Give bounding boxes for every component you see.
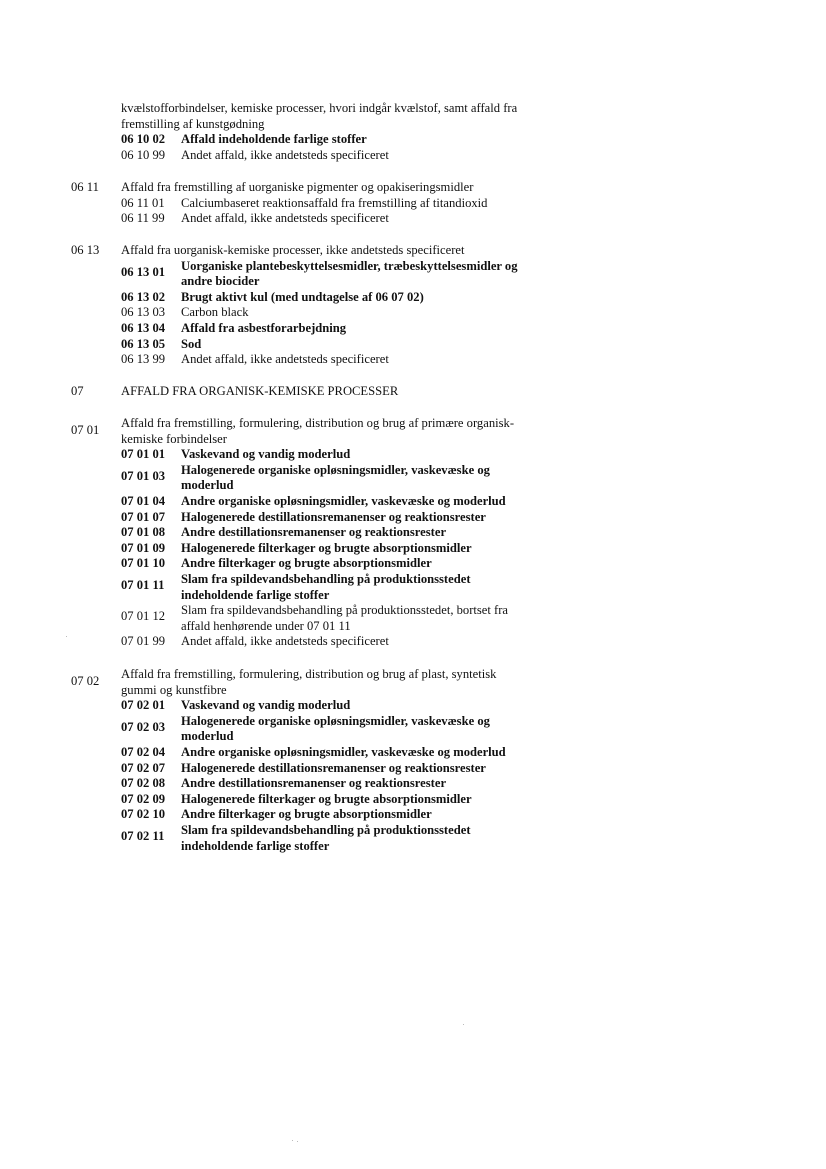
entry-code: 06 13 03	[121, 305, 166, 320]
entry-code: 07 01 08	[121, 525, 166, 540]
section-code: 07 01	[71, 423, 100, 437]
entry-code: 07 01 12	[121, 609, 166, 624]
entry-text-continued: indeholdende farlige stoffer	[181, 587, 330, 602]
entry-06-13-99	[121, 352, 561, 368]
entry-text: Affald fra asbestforarbejdning	[181, 320, 347, 335]
entry-07-01-08	[121, 525, 561, 541]
entry-text: Halogenerede destillationsremanenser og reaktionsrester	[181, 760, 486, 775]
entry-text-continued: moderlud	[181, 478, 234, 493]
entry-06-10-02	[121, 132, 561, 148]
entry-code: 07 02 11	[121, 828, 165, 843]
entry-07-01-04	[121, 494, 561, 510]
entry-code: 06 11 01	[121, 195, 165, 210]
entry-code: 06 13 99	[121, 352, 166, 367]
entry-text: Andre filterkager og brugte absorptionsmidler	[181, 556, 432, 571]
entry-text: Calciumbaseret reaktionsaffald fra fremstilling af titandioxid	[181, 195, 488, 210]
entry-code: 07 02 07	[121, 760, 166, 775]
entry-text: Andet affald, ikke andetsteds specificeret	[181, 634, 389, 649]
entry-07-02-01	[121, 698, 561, 714]
entry-code: 07 02 09	[121, 791, 166, 806]
chapter-code: 07	[71, 384, 84, 398]
entry-code: 07 02 01	[121, 698, 166, 713]
entry-code: 07 01 09	[121, 540, 166, 555]
entry-06-13-05	[121, 337, 561, 353]
entry-code: 07 02 08	[121, 776, 166, 791]
scan-speck	[292, 1140, 293, 1141]
entry-text: Slam fra spildevandsbehandling på produktionsstedet	[181, 822, 471, 837]
entry-code: 06 13 02	[121, 289, 166, 304]
entry-code: 07 02 03	[121, 719, 166, 734]
entry-text: Vaskevand og vandig moderlud	[181, 698, 351, 713]
section-title: Affald fra fremstilling af uorganiske pigmenter og opakiseringsmidler	[121, 180, 474, 194]
entry-07-01-11	[121, 572, 561, 603]
section-code: 06 11	[71, 180, 99, 194]
section-title: Affald fra fremstilling, formulering, distribution og brug af primære organisk- kemiske forbindelser	[121, 416, 515, 446]
entry-text: Halogenerede organiske opløsningsmidler, vaskevæske og	[181, 713, 490, 728]
entry-code: 07 02 04	[121, 744, 166, 759]
entry-code: 07 01 11	[121, 577, 165, 592]
section-title: Affald fra uorganisk-kemiske processer, ikke andetsteds specificeret	[121, 243, 465, 257]
entry-06-13-03	[121, 305, 561, 321]
entry-07-01-12	[121, 603, 561, 634]
section-code: 06 13	[71, 243, 100, 257]
entry-text: Halogenerede filterkager og brugte absorptionsmidler	[181, 540, 472, 555]
entry-text: Uorganiske plantebeskyttelsesmidler, træbeskyttelsesmidler og	[181, 258, 518, 273]
entry-code: 07 01 10	[121, 556, 166, 571]
section-code: 07 02	[71, 674, 100, 688]
entry-code: 06 11 99	[121, 211, 165, 226]
entry-text: Vaskevand og vandig moderlud	[181, 447, 351, 462]
entry-07-02-03	[121, 714, 561, 745]
entry-07-02-08	[121, 776, 561, 792]
entry-06-11-99	[121, 211, 561, 227]
entry-text-continued: moderlud	[181, 729, 234, 744]
entry-text: Carbon black	[181, 305, 249, 320]
scan-speck	[463, 1024, 464, 1025]
entry-07-01-07	[121, 510, 561, 526]
entry-07-02-10	[121, 807, 561, 823]
entry-07-02-04	[121, 745, 561, 761]
entry-06-13-01	[121, 259, 561, 290]
entry-text: Brugt aktivt kul (med undtagelse af 06 07 02)	[181, 289, 424, 304]
entry-text: Andre filterkager og brugte absorptionsmidler	[181, 807, 432, 822]
entry-text: Andet affald, ikke andetsteds specificeret	[181, 352, 389, 367]
entry-text: Halogenerede filterkager og brugte absorptionsmidler	[181, 791, 472, 806]
entry-text: Affald indeholdende farlige stoffer	[181, 132, 367, 147]
entry-07-02-07	[121, 761, 561, 777]
entry-code: 06 13 01	[121, 264, 166, 279]
entry-code: 07 01 04	[121, 493, 166, 508]
entry-text: Slam fra spildevandsbehandling på produktionsstedet	[181, 571, 471, 586]
scan-speck	[66, 636, 67, 637]
entry-text: Andre organiske opløsningsmidler, vaskevæske og moderlud	[181, 493, 506, 508]
entry-code: 06 13 05	[121, 336, 166, 351]
entry-code: 06 10 99	[121, 147, 166, 162]
entry-text-continued: affald henhørende under 07 01 11	[181, 618, 351, 633]
entry-code: 07 02 10	[121, 807, 166, 822]
chapter-title: AFFALD FRA ORGANISK-KEMISKE PROCESSER	[121, 384, 399, 398]
section-title: Affald fra fremstilling, formulering, distribution og brug af plast, syntetisk gummi og kunstfibre	[121, 667, 497, 697]
entry-text: Andet affald, ikke andetsteds specificeret	[181, 147, 389, 162]
entry-07-01-03	[121, 463, 561, 494]
entry-text-continued: andre biocider	[181, 274, 260, 289]
entry-07-01-01	[121, 447, 561, 463]
entry-07-01-99	[121, 634, 561, 650]
entry-text: Halogenerede destillationsremanenser og reaktionsrester	[181, 509, 486, 524]
entry-code: 07 01 01	[121, 447, 166, 462]
scan-speck	[297, 1141, 298, 1142]
entry-code: 06 10 02	[121, 132, 166, 147]
entry-code: 07 01 07	[121, 509, 166, 524]
entry-06-10-99	[121, 148, 561, 164]
entry-code: 06 13 04	[121, 320, 166, 335]
entry-text-continued: indeholdende farlige stoffer	[181, 838, 330, 853]
entry-06-13-02	[121, 290, 561, 306]
entry-07-01-09	[121, 541, 561, 557]
entry-code: 07 01 03	[121, 468, 166, 483]
entry-text: Slam fra spildevandsbehandling på produktionsstedet, bortset fra	[181, 603, 509, 618]
entry-07-02-09	[121, 792, 561, 808]
entry-text: Andre organiske opløsningsmidler, vaskevæske og moderlud	[181, 744, 506, 759]
entry-07-02-11	[121, 823, 561, 854]
entry-text: Andet affald, ikke andetsteds specificeret	[181, 211, 389, 226]
entry-06-11-01	[121, 196, 561, 212]
section-description: kvælstofforbindelser, kemiske processer, hvori indgår kvælstof, samt affald fra fremstilling af kunstgødning	[121, 101, 518, 131]
entry-text: Sod	[181, 336, 202, 351]
entry-code: 07 01 99	[121, 634, 166, 649]
entry-text: Andre destillationsremanenser og reaktionsrester	[181, 776, 447, 791]
entry-06-13-04	[121, 321, 561, 337]
entry-text: Andre destillationsremanenser og reaktionsrester	[181, 525, 447, 540]
entry-text: Halogenerede organiske opløsningsmidler, vaskevæske og	[181, 462, 490, 477]
entry-07-01-10	[121, 556, 561, 572]
